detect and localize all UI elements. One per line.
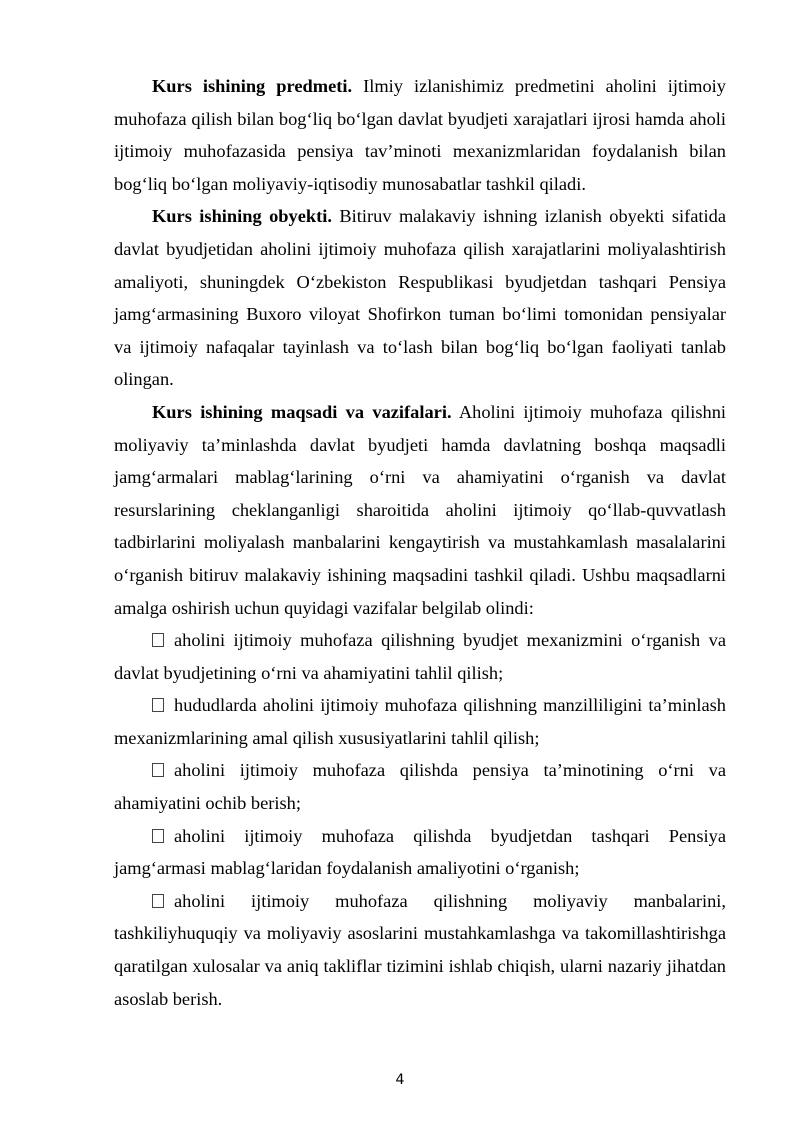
bullet-box-icon [152,698,164,712]
list-item [114,689,726,754]
list-item-text: aholini ijtimoiy muhofaza qilishda byudjetdan tashqari Pensiya jamg‘armasi mablag‘laridan foydalanish amaliyotini o‘rganish; [114,825,726,879]
heading-subject: Kurs ishining predmeti. [152,76,353,96]
list-item [114,754,726,819]
list-item-text: aholini ijtimoiy muhofaza qilishning moliyaviy manbalarini, tashkiliyhuquqiy va moliyaviy asoslarini mustahkamlashga va takomillashtirishga qaratilgan xulosalar va aniq takliflar tizimini ishlab chiqish, ularni nazariy jihatdan asoslab berish. [114,890,726,1009]
list-item [114,885,726,1015]
page-content [114,70,726,1015]
list-item-text: hududlarda aholini ijtimoiy muhofaza qilishning manzilliligini ta’minlash mexanizmlarining amal qilish xususiyatlarini tahlil qilish; [114,695,726,748]
paragraph-object [114,200,726,396]
bullet-box-icon [152,763,164,777]
paragraph-subject [114,70,726,200]
paragraph-goals [114,396,726,624]
heading-object: Kurs ishining obyekti. [152,206,332,227]
bullet-box-icon [152,894,164,908]
page-number: 4 [395,1072,405,1088]
list-item [114,820,726,885]
heading-goals: Kurs ishining maqsadi va vazifalari. [152,401,452,422]
list-item [114,624,726,689]
bullet-box-icon [152,829,164,843]
text-object: Bitiruv malakaviy ishning izlanish obyekti sifatida davlat byudjetidan aholini ijtimoiy muhofaza qilish xarajatlarini moliyalashtirish amaliyoti, shuningdek O‘zbekiston Respublikasi byudjetdan tashqari Pensiya jamg‘armasining Buxoro viloyat Shofirkon tuman bo‘limi tomonidan pensiyalar va ijtimoiy nafaqalar tayinlash va to‘lash bilan bog‘liq bo‘lgan faoliyati tanlab olingan. [114,206,726,390]
text-goals: Aholini ijtimoiy muhofaza qilishni moliyaviy ta’minlashda davlat byudjeti hamda davlatning boshqa maqsadli jamg‘armalari mablag‘larining o‘rni va ahamiyatini o‘rganish va davlat resurslarining cheklanganligi sharoitida aholini ijtimoiy qo‘llab-quvvatlash tadbirlarini moliyalash manbalarini kengaytirish va mustahkamlash masalalarini o‘rganish bitiruv malakaviy ishining maqsadini tashkil qiladi. Ushbu maqsadlarni amalga oshirish uchun quyidagi vazifalar belgilab olindi: [114,401,726,618]
list-item-text: aholini ijtimoiy muhofaza qilishning byudjet mexanizmini o‘rganish va davlat byudjetining o‘rni va ahamiyatini tahlil qilish; [114,630,726,683]
text-subject: Ilmiy izlanishimiz predmetini aholini ijtimoiy muhofaza qilish bilan bog‘liq bo‘lgan davlat byudjeti xarajatlari ijrosi hamda aholi ijtimoiy muhofazasida pensiya tav’minoti mexanizmlaridan foydalanish bilan bog‘liq bo‘lgan moliyaviy-iqtisodiy munosabatlar tashkil qiladi. [114,76,726,194]
bullet-box-icon [152,633,164,647]
list-item-text: aholini ijtimoiy muhofaza qilishda pensiya ta’minotining o‘rni va ahamiyatini ochib berish; [114,760,726,814]
